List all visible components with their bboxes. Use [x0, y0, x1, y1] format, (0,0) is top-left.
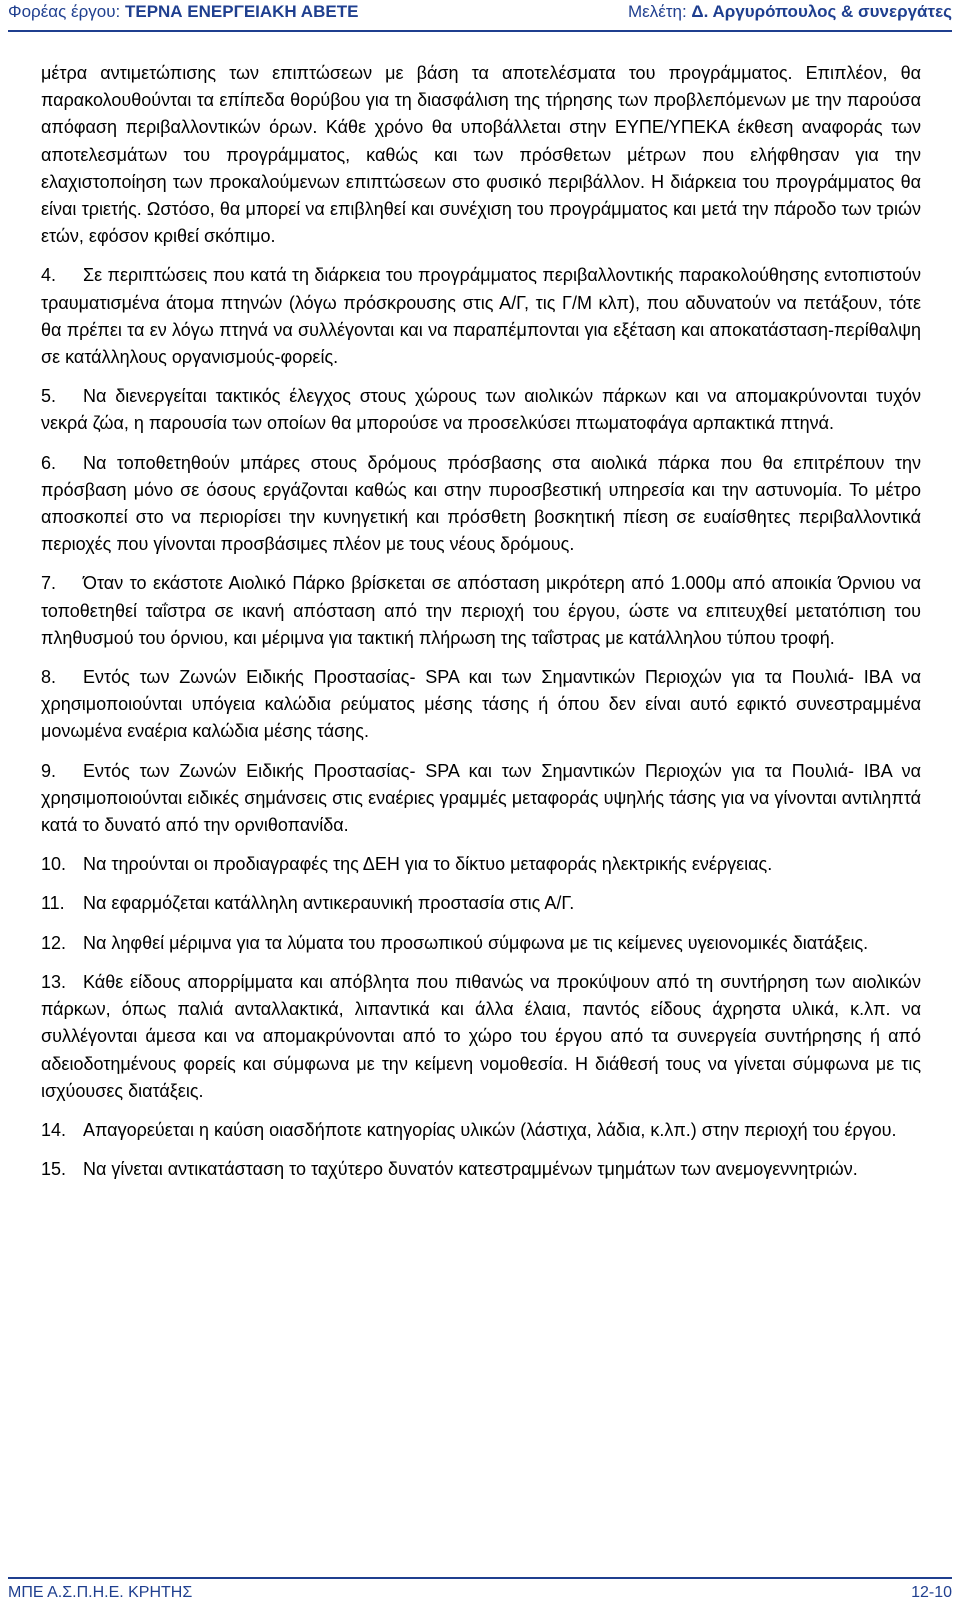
list-item-text: Κάθε είδους απορρίμματα και απόβλητα που πιθανώς να προκύψουν από τη συντήρηση των αιολικών πάρκων, όπως παλιά ανταλλακτικά, λιπαντικά και άλλα έλαια, παντός είδους άχρηστα υλικά, κ.λπ. να συλλέγονται άμεσα και να απομακρύνονται από το χώρο του έργου από τα συνεργεία συντήρησης ή από αδειοδοτημένους φορείς και σύμφωνα με την κείμενη νομοθεσία. Η διάθεσή τους να γίνεται σύμφωνα με τις ισχύουσες διατάξεις. — [41, 971, 921, 1101]
list-item-number: 11. — [41, 893, 65, 914]
list-item-text: Σε περιπτώσεις που κατά τη διάρκεια του προγράμματος περιβαλλοντικής παρακολούθησης εντοπιστούν τραυματισμένα άτομα πτηνών (λόγω πρόσκρουσης στις Α/Γ, τις Γ/Μ κλπ), που αδυνατούν να πετάξουν, τότε θα πρέπει τα εν λόγω πτηνά να συλλέγονται και να παραπέμπονται για εξέταση και αποκατάσταση-περίθαλψη σε κατάλληλους οργανισμούς-φορείς. — [41, 265, 921, 368]
header-study — [628, 2, 952, 22]
list-item-text: Απαγορεύεται η καύση οιασδήποτε κατηγορίας υλικών (λάστιχα, λάδια, κ.λπ.) στην περιοχή του έργου. — [83, 1119, 897, 1140]
list-item — [41, 450, 921, 559]
document-body — [41, 60, 921, 1183]
list-item — [41, 1156, 921, 1183]
footer-document-title: ΜΠΕ Α.Σ.Π.Η.Ε. ΚΡΗΤΗΣ — [8, 1584, 193, 1601]
intro-paragraph: μέτρα αντιμετώπισης των επιπτώσεων με βάση τα αποτελέσματα του προγράμματος. Επιπλέον, θα παρακολουθούνται τα επίπεδα θορύβου για τη διασφάλιση της τήρησης των προβλεπόμενων με την παρούσα απόφαση περιβαλλοντικών όρων. Κάθε χρόνο θα υποβάλλεται στην ΕΥΠΕ/ΥΠΕΚΑ έκθεση αναφοράς των αποτελεσμάτων του προγράμματος, καθώς και των πρόσθετων μέτρων που ελήφθησαν για την ελαχιστοποίηση των προκαλούμενων επιπτώσεων στο φυσικό περιβάλλον. Η διάρκεια του προγράμματος θα είναι τριετής. Ωστόσο, θα μπορεί να επιβληθεί και συνέχιση του προγράμματος και μετά την πάροδο των τριών ετών, εφόσον κριθεί σκόπιμο. — [41, 63, 921, 247]
list-item — [41, 383, 921, 437]
header-study-name: Δ. Αργυρόπουλος & συνεργάτες — [691, 2, 952, 21]
list-item — [41, 262, 921, 371]
list-item-number: 15. — [41, 1159, 67, 1180]
list-item-number: 5. — [41, 386, 57, 407]
list-item-text: Όταν το εκάστοτε Αιολικό Πάρκο βρίσκεται σε απόσταση μικρότερη από 1.000μ από αποικία Όρνιου να τοποθετηθεί ταΐστρα σε ικανή απόσταση από την περιοχή του έργου, ώστε να επιτευχθεί μετατόπιση του πληθυσμού του όρνιου, και μέριμνα για τακτική πλήρωση της ταΐστρας με κατάλληλου τύπου τροφή. — [41, 573, 921, 648]
list-item-number: 14. — [41, 1119, 67, 1140]
list-item-number: 6. — [41, 452, 57, 473]
header-study-prefix: Μελέτη: — [627, 2, 692, 21]
list-item-number: 10. — [41, 854, 67, 875]
header-client-prefix: Φορέας έργου: — [8, 2, 125, 21]
list-item-text: Να γίνεται αντικατάσταση το ταχύτερο δυνατόν κατεστραμμένων τμημάτων των ανεμογεννητριών. — [83, 1159, 858, 1180]
list-item-number: 9. — [41, 760, 57, 781]
list-item-text: Να τοποθετηθούν μπάρες στους δρόμους πρόσβασης στα αιολικά πάρκα που θα επιτρέπουν την πρόσβαση μόνο σε όσους εργάζονται καθώς και στην πυροσβεστική υπηρεσία και την αστυνομία. Το μέτρο αποσκοπεί στο να περιορίσει την κυνηγετική και πρόσθετη βοσκητική πίεση σε ευαίσθητες περιβαλλοντικά περιοχές που γίνονται προσβάσιμες πλέον με τους νέους δρόμους. — [41, 452, 921, 555]
header-divider — [8, 30, 952, 32]
list-item-number: 12. — [41, 932, 67, 953]
page-header — [8, 0, 952, 33]
list-item-number: 8. — [41, 667, 57, 688]
footer-divider — [8, 1577, 952, 1579]
header-client — [8, 2, 358, 22]
list-item-text: Να εφαρμόζεται κατάλληλη αντικεραυνική προστασία στις Α/Γ. — [83, 893, 575, 914]
page-footer — [8, 1581, 952, 1609]
list-item — [41, 890, 921, 917]
list-item-text: Εντός των Ζωνών Ειδικής Προστασίας- SPA και των Σημαντικών Περιοχών για τα Πουλιά- IBA να χρησιμοποιούνται υπόγεια καλώδια ρεύματος μέσης τάσης ή όπου δεν είναι αυτό εφικτό συνεστραμμένα μονωμένα εναέρια καλώδια μέσης τάσης. — [41, 667, 921, 742]
list-item — [41, 969, 921, 1105]
list-item — [41, 1117, 921, 1144]
list-item — [41, 851, 921, 878]
list-item-text: Να τηρούνται οι προδιαγραφές της ΔΕΗ για το δίκτυο μεταφοράς ηλεκτρικής ενέργειας. — [83, 854, 773, 875]
list-item-number: 7. — [41, 573, 57, 594]
page-number: 12-10 — [911, 1584, 952, 1601]
list-item-number: 4. — [41, 265, 57, 286]
list-item-number: 13. — [41, 971, 67, 992]
list-item — [41, 758, 921, 840]
list-item — [41, 930, 921, 957]
list-item-text: Να διενεργείται τακτικός έλεγχος στους χώρους των αιολικών πάρκων και να απομακρύνονται τυχόν νεκρά ζώα, η παρουσία των οποίων θα μπορούσε να προσελκύσει πτωματοφάγα αρπακτικά πτηνά. — [41, 386, 921, 434]
header-client-name: ΤΕΡΝΑ ΕΝΕΡΓΕΙΑΚΗ ΑΒΕΤΕ — [124, 2, 359, 21]
list-item — [41, 664, 921, 746]
list-item — [41, 570, 921, 652]
list-item-text: Εντός των Ζωνών Ειδικής Προστασίας- SPA και των Σημαντικών Περιοχών για τα Πουλιά- IBA να χρησιμοποιούνται ειδικές σημάνσεις στις εναέριες γραμμές μεταφοράς υψηλής τάσης για να γίνονται αντιληπτά κατά το δυνατό από την ορνιθοπανίδα. — [41, 760, 921, 836]
list-item-text: Να ληφθεί μέριμνα για τα λύματα του προσωπικού σύμφωνα με τις κείμενες υγειονομικές διατάξεις. — [83, 932, 869, 953]
